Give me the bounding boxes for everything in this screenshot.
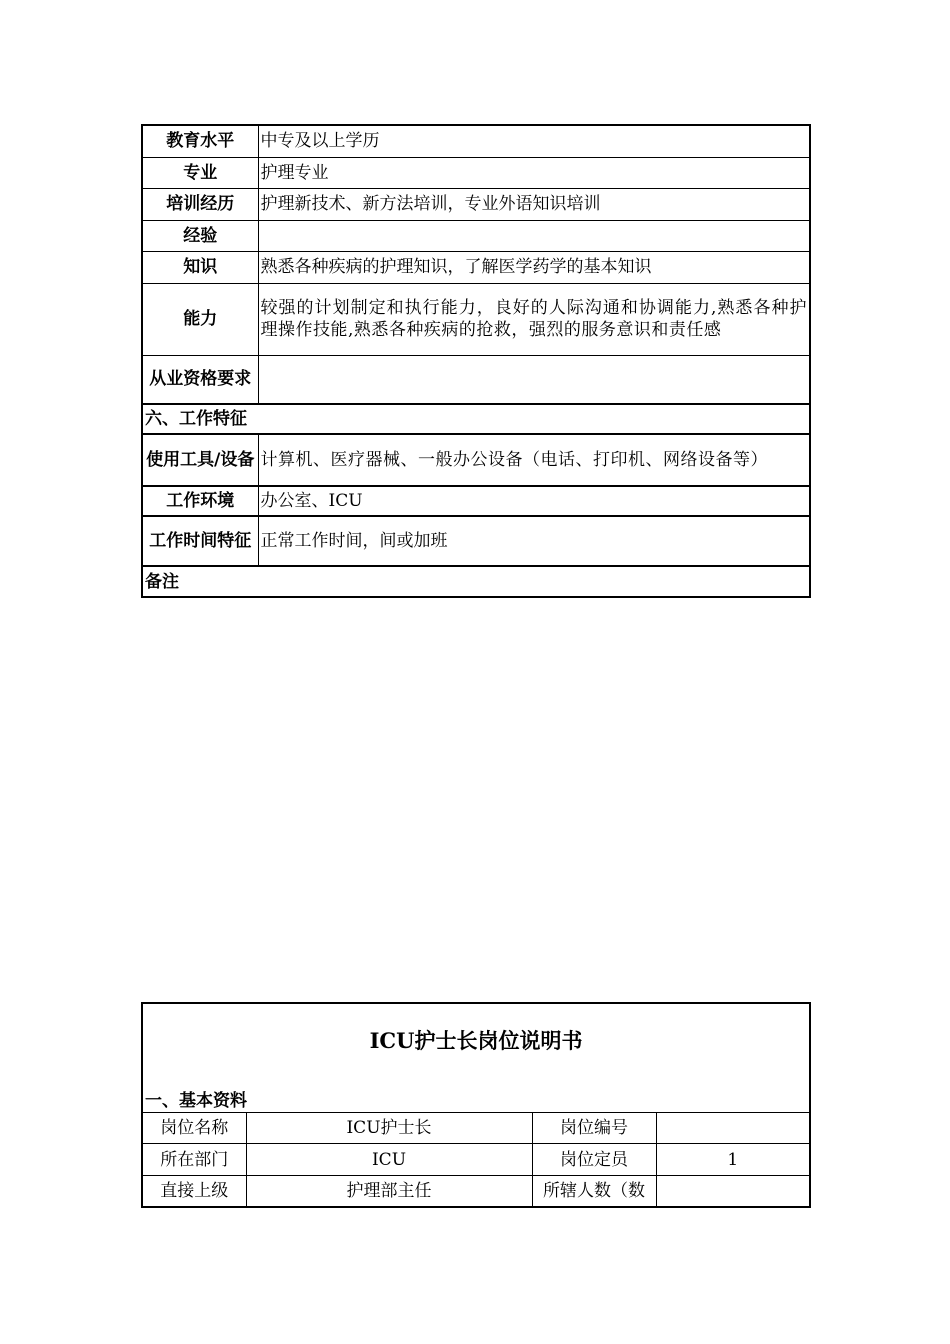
experience-row bbox=[142, 220, 810, 251]
position-number-label: 岗位编号 bbox=[532, 1113, 656, 1144]
remarks-label: 备注 bbox=[142, 566, 810, 597]
major-row bbox=[142, 157, 810, 188]
knowledge-row bbox=[142, 251, 810, 283]
training-label: 培训经历 bbox=[142, 188, 258, 220]
title-row bbox=[142, 1003, 810, 1078]
position-number-value bbox=[656, 1113, 810, 1144]
table-row bbox=[142, 1176, 810, 1207]
training-value: 护理新技术、新方法培训，专业外语知识培训 bbox=[258, 188, 810, 220]
education-label: 教育水平 bbox=[142, 125, 258, 157]
environment-label: 工作环境 bbox=[142, 486, 258, 516]
experience-label: 经验 bbox=[142, 220, 258, 251]
job-description-table bbox=[141, 1002, 811, 1208]
education-row bbox=[142, 125, 810, 157]
education-value: 中专及以上学历 bbox=[258, 125, 810, 157]
knowledge-value: 熟悉各种疾病的护理知识，了解医学药学的基本知识 bbox=[258, 251, 810, 283]
ability-value: 较强的计划制定和执行能力，良好的人际沟通和协调能力,熟悉各种护理操作技能,熟悉各种疾病的抢救，强烈的服务意识和责任感 bbox=[258, 283, 810, 355]
work-time-value: 正常工作时间，间或加班 bbox=[258, 516, 810, 566]
certification-row bbox=[142, 355, 810, 404]
qualifications-table bbox=[141, 124, 811, 598]
certification-value bbox=[258, 355, 810, 404]
remarks-row bbox=[142, 566, 810, 597]
table-row bbox=[142, 1144, 810, 1176]
position-name-value: ICU护士长 bbox=[246, 1113, 532, 1144]
supervisor-value: 护理部主任 bbox=[246, 1176, 532, 1207]
ability-row bbox=[142, 283, 810, 355]
basic-info-header-row bbox=[142, 1078, 810, 1113]
department-label: 所在部门 bbox=[142, 1144, 246, 1176]
major-value: 护理专业 bbox=[258, 157, 810, 188]
subordinates-value bbox=[656, 1176, 810, 1207]
work-time-label: 工作时间特征 bbox=[142, 516, 258, 566]
work-features-section-title: 六、工作特征 bbox=[142, 404, 810, 434]
experience-value bbox=[258, 220, 810, 251]
knowledge-label: 知识 bbox=[142, 251, 258, 283]
tools-label: 使用工具/设备 bbox=[142, 434, 258, 486]
subordinates-label: 所辖人数（数 bbox=[532, 1176, 656, 1207]
tools-row bbox=[142, 434, 810, 486]
table-row bbox=[142, 1113, 810, 1144]
document-title: ICU护士长岗位说明书 bbox=[369, 1028, 583, 1053]
supervisor-label: 直接上级 bbox=[142, 1176, 246, 1207]
ability-label: 能力 bbox=[142, 283, 258, 355]
headcount-value: 1 bbox=[656, 1144, 810, 1176]
headcount-label: 岗位定员 bbox=[532, 1144, 656, 1176]
training-row bbox=[142, 188, 810, 220]
environment-value: 办公室、ICU bbox=[258, 486, 810, 516]
position-name-label: 岗位名称 bbox=[142, 1113, 246, 1144]
tools-value: 计算机、医疗器械、一般办公设备（电话、打印机、网络设备等） bbox=[258, 434, 810, 486]
major-label: 专业 bbox=[142, 157, 258, 188]
certification-label: 从业资格要求 bbox=[142, 355, 258, 404]
environment-row bbox=[142, 486, 810, 516]
work-time-row bbox=[142, 516, 810, 566]
department-value: ICU bbox=[246, 1144, 532, 1176]
work-features-header-row bbox=[142, 404, 810, 434]
basic-info-section-title: 一、基本资料 bbox=[142, 1078, 810, 1113]
